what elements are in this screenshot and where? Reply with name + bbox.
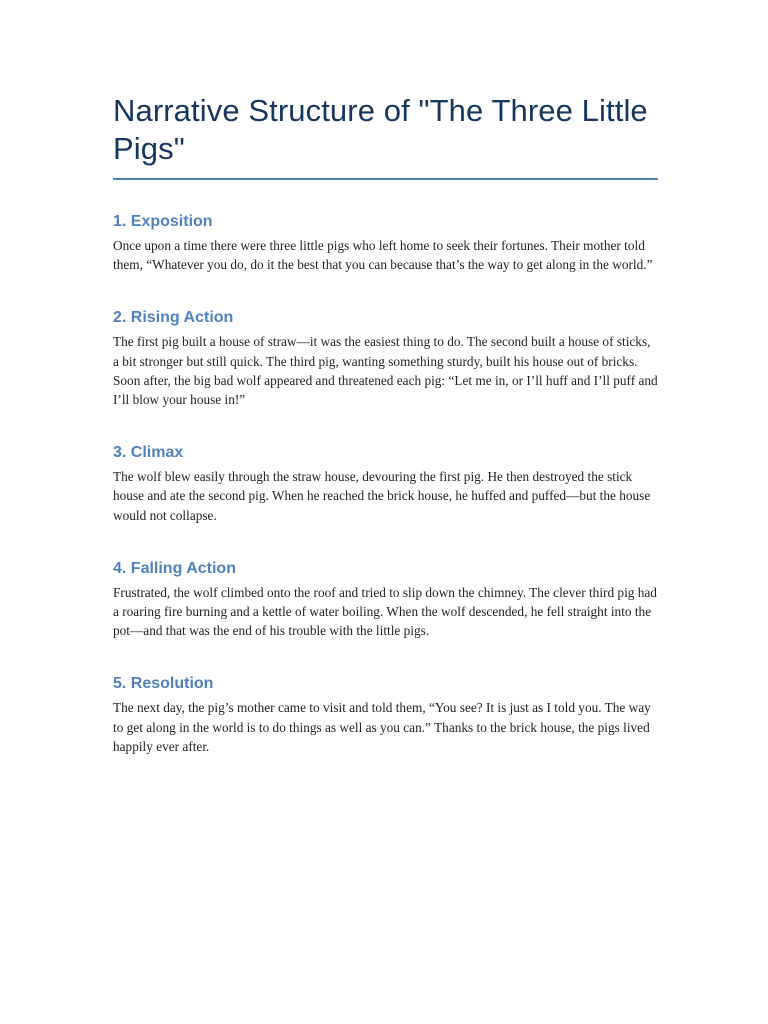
section-heading: 4. Falling Action — [113, 559, 236, 577]
section-body: The next day, the pig’s mother came to visit and told them, “You see? It is just as I told you. The way to get along in the world is to do things as well as you can.” Thanks to the brick house, the pigs lived happily ever after. — [113, 700, 651, 754]
section-heading: 2. Rising Action — [113, 309, 234, 327]
section-climax — [113, 443, 658, 525]
section-exposition — [113, 212, 658, 274]
section-resolution — [113, 674, 658, 756]
document-title: Narrative Structure of "The Three Little Pigs" — [113, 92, 658, 180]
section-heading: 1. Exposition — [113, 213, 213, 230]
document-page — [113, 92, 658, 756]
section-body: The wolf blew easily through the straw house, devouring the first pig. He then destroyed the stick house and ate the second pig. When he reached the brick house, he huffed and puffed—but the house would not collapse. — [113, 469, 651, 523]
section-falling-action — [113, 559, 658, 641]
section-rising-action — [113, 308, 658, 409]
section-heading: 5. Resolution — [113, 675, 214, 693]
section-body: The first pig built a house of straw—it was the easiest thing to do. The second built a house of sticks, a bit stronger but still quick. The third pig, wanting something sturdy, built his house out of bricks. Soon after, the big bad wolf appeared and threatened each pig: “Let me in, or I’ll huff and I’ll puff and I’ll blow your house in!” — [113, 334, 658, 408]
section-body: Frustrated, the wolf climbed onto the roof and tried to slip down the chimney. The clever third pig had a roaring fire burning and a kettle of water boiling. When the wolf descended, he fell straight into the pot—and that was the end of his trouble with the little pigs. — [113, 584, 657, 639]
section-body: Once upon a time there were three little pigs who left home to seek their fortunes. Their mother told them, “Whatever you do, do it the best that you can because that’s the way to get along in the world.” — [113, 238, 653, 273]
section-heading: 3. Climax — [113, 444, 184, 462]
